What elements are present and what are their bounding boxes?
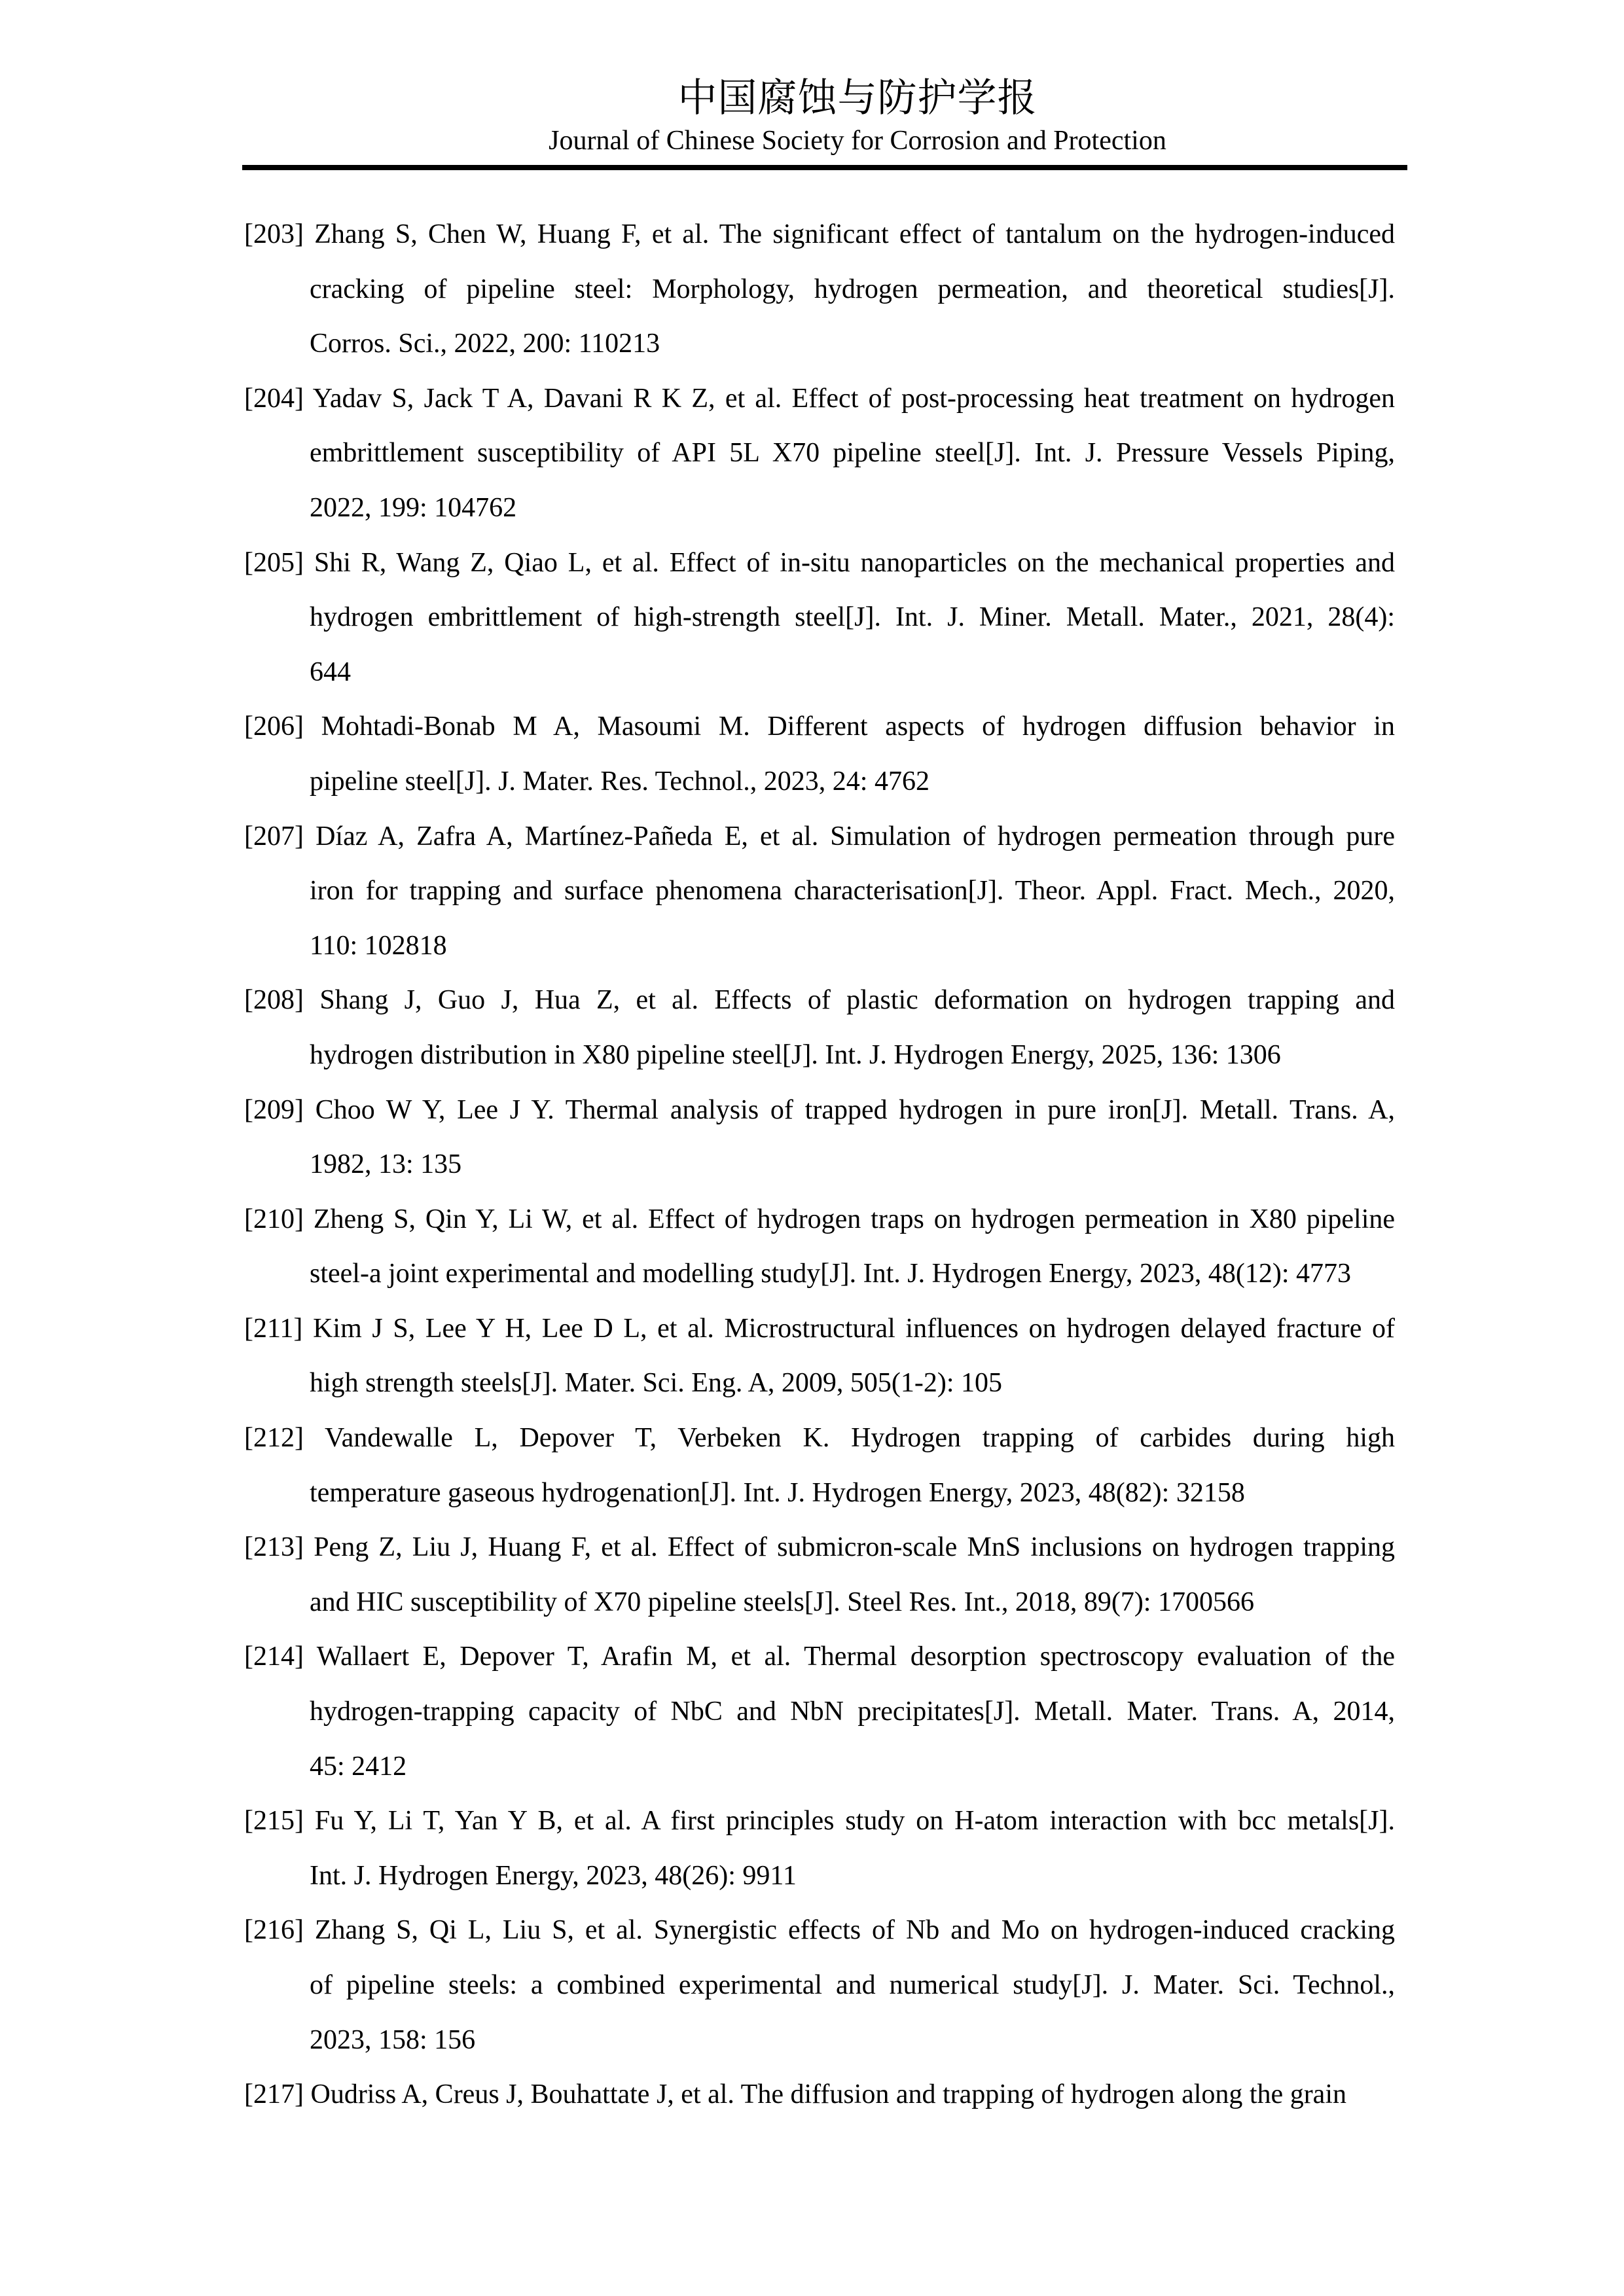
- reference-text: Wallaert E, Depover T, Arafin M, et al. Thermal desorption spectroscopy evaluation of the: [316, 1641, 1395, 1672]
- reference-line: high strength steels[J]. Mater. Sci. Eng. A, 2009, 505(1-2): 105: [310, 1368, 1003, 1399]
- reference-text: Shi R, Wang Z, Qiao L, et al. Effect of in-situ nanoparticles on the mechanical properties and: [314, 547, 1395, 578]
- reference-item: [244, 1411, 1395, 1520]
- reference-number: [203]: [244, 219, 304, 249]
- reference-list: [244, 207, 1395, 2123]
- reference-text: Zheng S, Qin Y, Li W, et al. Effect of hydrogen traps on hydrogen permeation in X80 pipeline: [313, 1204, 1396, 1234]
- reference-line: [244, 1630, 1395, 1685]
- reference-line: Int. J. Hydrogen Energy, 2023, 48(26): 9911: [310, 1860, 797, 1891]
- reference-text: Vandewalle L, Depover T, Verbeken K. Hydrogen trapping of carbides during high: [324, 1423, 1395, 1454]
- reference-item: [244, 536, 1395, 700]
- reference-number: [217]: [244, 2079, 304, 2110]
- reference-line: hydrogen embrittlement of high-strength steel[J]. Int. J. Miner. Metall. Mater., 2021, 28(4):: [310, 602, 1395, 633]
- reference-line: [244, 1520, 1395, 1575]
- reference-line: [244, 810, 1395, 865]
- reference-line: [244, 1411, 1395, 1466]
- reference-item: [244, 700, 1395, 809]
- reference-item: [244, 1794, 1395, 1903]
- reference-number: [215]: [244, 1806, 304, 1837]
- reference-text: Oudriss A, Creus J, Bouhattate J, et al. The diffusion and trapping of hydrogen along the grain: [310, 2079, 1346, 2110]
- reference-item: [244, 372, 1395, 536]
- reference-number: [216]: [244, 1915, 304, 1946]
- reference-text: Fu Y, Li T, Yan Y B, et al. A first principles study on H-atom interaction with bcc metals[J].: [314, 1806, 1396, 1837]
- header-divider: [242, 165, 1407, 170]
- reference-text: Shang J, Guo J, Hua Z, et al. Effects of plastic deformation on hydrogen trapping and: [319, 985, 1395, 1016]
- reference-item: [244, 810, 1395, 974]
- reference-line: temperature gaseous hydrogenation[J]. Int. J. Hydrogen Energy, 2023, 48(82): 32158: [310, 1477, 1245, 1508]
- reference-text: Díaz A, Zafra A, Martínez-Pañeda E, et al. Simulation of hydrogen permeation through pure: [316, 821, 1395, 852]
- reference-line: 45: 2412: [310, 1751, 407, 1782]
- reference-text: Choo W Y, Lee J Y. Thermal analysis of trapped hydrogen in pure iron[J]. Metall. Trans. A,: [315, 1094, 1395, 1125]
- reference-text: Mohtadi-Bonab M A, Masoumi M. Different aspects of hydrogen diffusion behavior in: [321, 711, 1395, 742]
- reference-line: [244, 1794, 1395, 1849]
- reference-line: 110: 102818: [310, 930, 447, 961]
- reference-item: [244, 1903, 1395, 2068]
- reference-line: [244, 1302, 1395, 1357]
- reference-item: [244, 1302, 1395, 1411]
- reference-number: [214]: [244, 1641, 304, 1672]
- reference-number: [213]: [244, 1532, 304, 1563]
- journal-title-chinese: 中国腐蚀与防护学报: [677, 77, 1038, 120]
- reference-line: [244, 207, 1395, 262]
- reference-line: hydrogen distribution in X80 pipeline steel[J]. Int. J. Hydrogen Energy, 2025, 136: 1306: [310, 1039, 1281, 1070]
- reference-line: 2022, 199: 104762: [310, 492, 517, 523]
- reference-number: [211]: [244, 1313, 303, 1344]
- reference-line: Corros. Sci., 2022, 200: 110213: [310, 329, 660, 359]
- reference-line: pipeline steel[J]. J. Mater. Res. Technol., 2023, 24: 4762: [310, 766, 929, 797]
- reference-number: [209]: [244, 1094, 304, 1125]
- reference-line: hydrogen-trapping capacity of NbC and NbN precipitates[J]. Metall. Mater. Trans. A, 2014,: [310, 1696, 1395, 1727]
- reference-line: 2023, 158: 156: [310, 2024, 476, 2055]
- reference-item: [244, 2068, 1395, 2123]
- reference-line: [244, 700, 1395, 755]
- reference-text: Peng Z, Liu J, Huang F, et al. Effect of submicron-scale MnS inclusions on hydrogen trapping: [314, 1532, 1396, 1563]
- reference-number: [207]: [244, 821, 304, 852]
- reference-line: steel-a joint experimental and modelling study[J]. Int. J. Hydrogen Energy, 2023, 48(12): 4773: [310, 1259, 1352, 1289]
- reference-line: [244, 2068, 1395, 2123]
- reference-line: 644: [310, 656, 351, 687]
- reference-line: [244, 973, 1395, 1028]
- reference-number: [205]: [244, 547, 304, 578]
- reference-line: iron for trapping and surface phenomena characterisation[J]. Theor. Appl. Fract. Mech., 2020,: [310, 876, 1395, 906]
- reference-line: [244, 1903, 1395, 1958]
- reference-line: [244, 1193, 1395, 1247]
- reference-line: cracking of pipeline steel: Morphology, hydrogen permeation, and theoretical studies[J].: [310, 274, 1395, 304]
- reference-line: embrittlement susceptibility of API 5L X70 pipeline steel[J]. Int. J. Pressure Vessels Piping,: [310, 438, 1395, 469]
- reference-line: [244, 1083, 1395, 1138]
- reference-number: [212]: [244, 1423, 304, 1454]
- reference-number: [204]: [244, 383, 304, 414]
- reference-number: [210]: [244, 1204, 304, 1234]
- reference-number: [208]: [244, 985, 304, 1016]
- reference-item: [244, 973, 1395, 1083]
- journal-title-english: Journal of Chinese Society for Corrosion and Protection: [549, 126, 1166, 156]
- reference-item: [244, 1520, 1395, 1630]
- reference-line: 1982, 13: 135: [310, 1149, 462, 1180]
- reference-item: [244, 1083, 1395, 1193]
- reference-item: [244, 207, 1395, 372]
- reference-line: of pipeline steels: a combined experimental and numerical study[J]. J. Mater. Sci. Technol.,: [310, 1970, 1395, 2000]
- reference-line: [244, 536, 1395, 591]
- reference-text: Zhang S, Chen W, Huang F, et al. The significant effect of tantalum on the hydrogen-induced: [314, 219, 1396, 249]
- reference-line: [244, 372, 1395, 427]
- reference-number: [206]: [244, 711, 304, 742]
- reference-item: [244, 1193, 1395, 1302]
- reference-text: Kim J S, Lee Y H, Lee D L, et al. Microstructural influences on hydrogen delayed fracture of: [313, 1313, 1396, 1344]
- reference-line: and HIC susceptibility of X70 pipeline steels[J]. Steel Res. Int., 2018, 89(7): 1700566: [310, 1587, 1254, 1617]
- reference-text: Yadav S, Jack T A, Davani R K Z, et al. Effect of post-processing heat treatment on hydrogen: [312, 383, 1395, 414]
- reference-item: [244, 1630, 1395, 1794]
- reference-text: Zhang S, Qi L, Liu S, et al. Synergistic effects of Nb and Mo on hydrogen-induced cracking: [314, 1915, 1396, 1946]
